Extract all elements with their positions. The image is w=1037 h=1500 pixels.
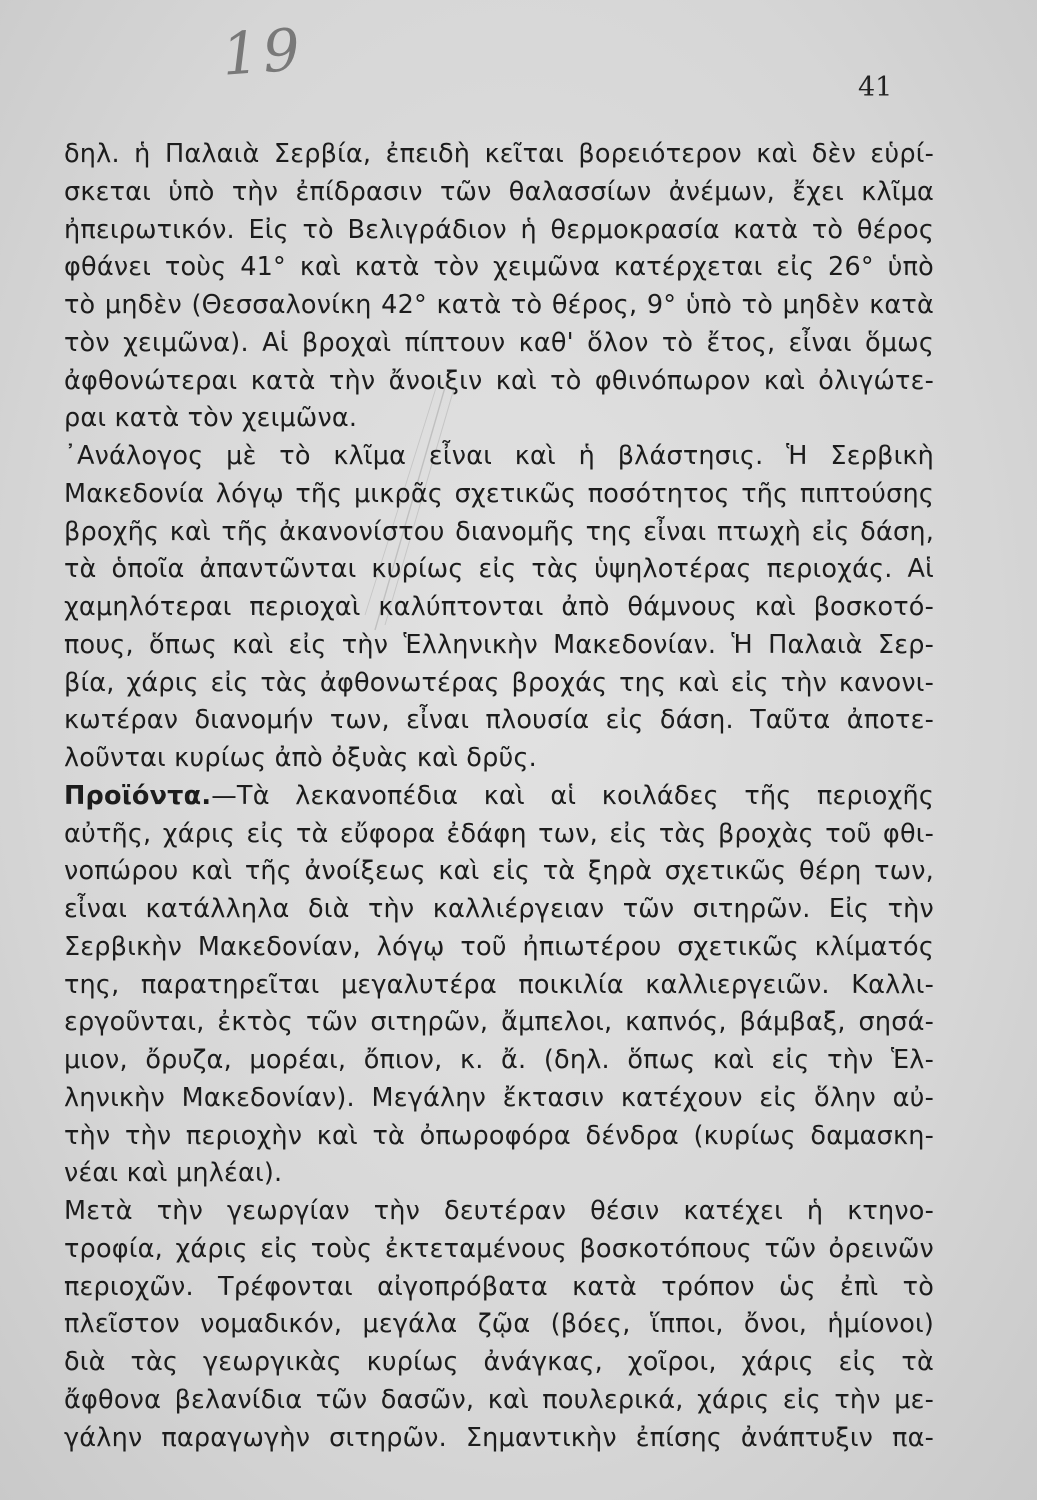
text-line	[64, 325, 934, 363]
text-line-content: —Τὰ λεκανοπέδια καὶ αἱ κοιλάδες τῆς περιοχῆς	[211, 780, 934, 811]
section-heading: Προϊόντα.	[64, 780, 212, 811]
text-line	[64, 514, 934, 552]
text-line	[64, 589, 934, 627]
text-line-content: της, παρατηρεῖται μεγαλυτέρα ποικιλία καλλιεργειῶν. Καλλι-	[64, 969, 934, 1000]
text-line-content: φθάνει τοὺς 41° καὶ κατὰ τὸν χειμῶνα κατέρχεται εἰς 26° ὑπὸ	[64, 252, 934, 283]
text-line	[64, 551, 934, 589]
text-line-content: χαμηλότεραι περιοχαὶ καλύπτονται ἀπὸ θάμνους καὶ βοσκοτό-	[64, 592, 934, 622]
text-line-content: τὴν τὴν περιοχὴν καὶ τὰ ὀπωροφόρα δένδρα (κυρίως δαμασκη-	[64, 1120, 934, 1151]
text-line-content: τὸ μηδὲν (Θεσσαλονίκη 42° κατὰ τὸ θέρος, 9° ὑπὸ τὸ μηδὲν κατὰ	[64, 290, 934, 320]
text-line	[64, 778, 934, 816]
text-line	[64, 287, 934, 325]
body-text	[64, 136, 934, 1457]
text-line	[64, 476, 934, 514]
text-line	[64, 1118, 934, 1156]
text-line-content: σκεται ὑπὸ τὴν ἐπίδρασιν τῶν θαλασσίων ἀνέμων, ἔχει κλῖμα	[64, 176, 934, 207]
text-line-content: λοῦνται κυρίως ἀπὸ ὀξυὰς καὶ δρῦς.	[64, 743, 537, 773]
text-line-content: βία, χάρις εἰς τὰς ἀφθονωτέρας βροχάς της καὶ εἰς τὴν κανονι-	[64, 667, 934, 698]
text-line	[64, 702, 934, 740]
text-line	[64, 1155, 934, 1193]
text-line-content: διὰ τὰς γεωργικὰς κυρίως ἀνάγκας, χοῖροι, χάρις εἰς τὰ	[64, 1347, 934, 1377]
text-line-content: μιον, ὄρυζα, μορέαι, ὄπιον, κ. ἄ. (δηλ. ὅπως καὶ εἰς τὴν Ἑλ-	[64, 1045, 934, 1075]
text-line-content: ἀφθονώτεραι κατὰ τὴν ἄνοιξιν καὶ τὸ φθινόπωρον καὶ ὀλιγώτε-	[64, 365, 934, 396]
text-line-content: εργοῦνται, ἐκτὸς τῶν σιτηρῶν, ἄμπελοι, καπνός, βάμβαξ, σησά-	[64, 1007, 934, 1038]
text-line-content: ραι κατὰ τὸν χειμῶνα.	[64, 403, 358, 434]
text-line	[64, 1080, 934, 1118]
text-line-content: ἠπειρωτικόν. Εἰς τὸ Βελιγράδιον ἡ θερμοκρασία κατὰ τὸ θέρος	[64, 214, 934, 245]
text-line-content: τὸν χειμῶνα). Αἱ βροχαὶ πίπτουν καθ' ὅλον τὸ ἔτος, εἶναι ὅμως	[64, 327, 934, 358]
text-line	[64, 1193, 934, 1231]
handwritten-number: 19	[219, 15, 307, 89]
text-line	[64, 1042, 934, 1080]
text-line	[64, 853, 934, 891]
text-line-content: κωτέραν διανομήν των, εἶναι πλουσία εἰς δάση. Ταῦτα ἀποτε-	[64, 705, 934, 736]
text-line	[64, 1382, 934, 1420]
text-line	[64, 174, 934, 212]
text-line-content: νοπώρου καὶ τῆς ἀνοίξεως καὶ εἰς τὰ ξηρὰ σχετικῶς θέρη των,	[64, 856, 934, 887]
text-line	[64, 665, 934, 703]
text-line	[64, 438, 934, 476]
text-line	[64, 1004, 934, 1042]
text-line	[64, 1306, 934, 1344]
text-line-content: περιοχῶν. Τρέφονται αἰγοπρόβατα κατὰ τρόπον ὡς ἐπὶ τὸ	[64, 1271, 934, 1302]
text-line	[64, 363, 934, 401]
text-line-content: ᾿Ανάλογος μὲ τὸ κλῖμα εἶναι καὶ ἡ βλάστησις. Ἡ Σερβικὴ	[64, 441, 934, 471]
text-line-content: δηλ. ἡ Παλαιὰ Σερβία, ἐπειδὴ κεῖται βορειότερον καὶ δὲν εὑρί-	[64, 139, 934, 169]
text-line	[64, 136, 934, 174]
text-line-content: Σερβικὴν Μακεδονίαν, λόγῳ τοῦ ἠπιωτέρου σχετικῶς κλίματός	[64, 931, 934, 962]
text-line	[64, 891, 934, 929]
text-line-content: πλεῖστον νομαδικόν, μεγάλα ζῷα (βόες, ἵπποι, ὄνοι, ἡμίονοι)	[64, 1309, 934, 1340]
text-line	[64, 816, 934, 854]
text-line	[64, 967, 934, 1005]
text-line	[64, 249, 934, 287]
text-line-content: εἶναι κατάλληλα διὰ τὴν καλλιέργειαν τῶν σιτηρῶν. Εἰς τὴν	[64, 894, 934, 924]
text-line-content: τὰ ὁποῖα ἀπαντῶνται κυρίως εἰς τὰς ὑψηλοτέρας περιοχάς. Αἱ	[64, 554, 934, 585]
text-line	[64, 1231, 934, 1269]
text-line-content: ληνικὴν Μακεδονίαν). Μεγάλην ἔκτασιν κατέχουν εἰς ὅλην αὐ-	[64, 1082, 934, 1113]
text-line	[64, 1269, 934, 1307]
text-line	[64, 1344, 934, 1382]
text-line	[64, 627, 934, 665]
text-line-content: πους, ὅπως καὶ εἰς τὴν Ἑλληνικὴν Μακεδονίαν. Ἡ Παλαιὰ Σερ-	[64, 629, 934, 660]
text-line-content: Μακεδονία λόγῳ τῆς μικρᾶς σχετικῶς ποσότητος τῆς πιπτούσης	[64, 478, 934, 509]
text-line	[64, 929, 934, 967]
text-line-content: αὐτῆς, χάρις εἰς τὰ εὔφορα ἐδάφη των, εἰς τὰς βροχὰς τοῦ φθι-	[64, 818, 934, 849]
text-line-content: ἄφθονα βελανίδια τῶν δασῶν, καὶ πουλερικά, χάρις εἰς τὴν με-	[64, 1384, 934, 1415]
text-line-content: γάλην παραγωγὴν σιτηρῶν. Σημαντικὴν ἐπίσης ἀνάπτυξιν πα-	[64, 1422, 934, 1453]
text-line	[64, 400, 934, 438]
text-line-content: βροχῆς καὶ τῆς ἀκανονίστου διανομῆς της εἶναι πτωχὴ εἰς δάση,	[64, 516, 934, 547]
text-line	[64, 740, 934, 778]
text-line-content: τροφία, χάρις εἰς τοὺς ἐκτεταμένους βοσκοτόπους τῶν ὀρεινῶν	[64, 1233, 934, 1264]
text-line-content: Μετὰ τὴν γεωργίαν τὴν δευτέραν θέσιν κατέχει ἡ κτηνο-	[64, 1196, 934, 1226]
text-line	[64, 1420, 934, 1458]
text-line	[64, 212, 934, 250]
page-number: 41	[858, 72, 893, 103]
text-line-content: νέαι καὶ μηλέαι).	[64, 1158, 283, 1189]
